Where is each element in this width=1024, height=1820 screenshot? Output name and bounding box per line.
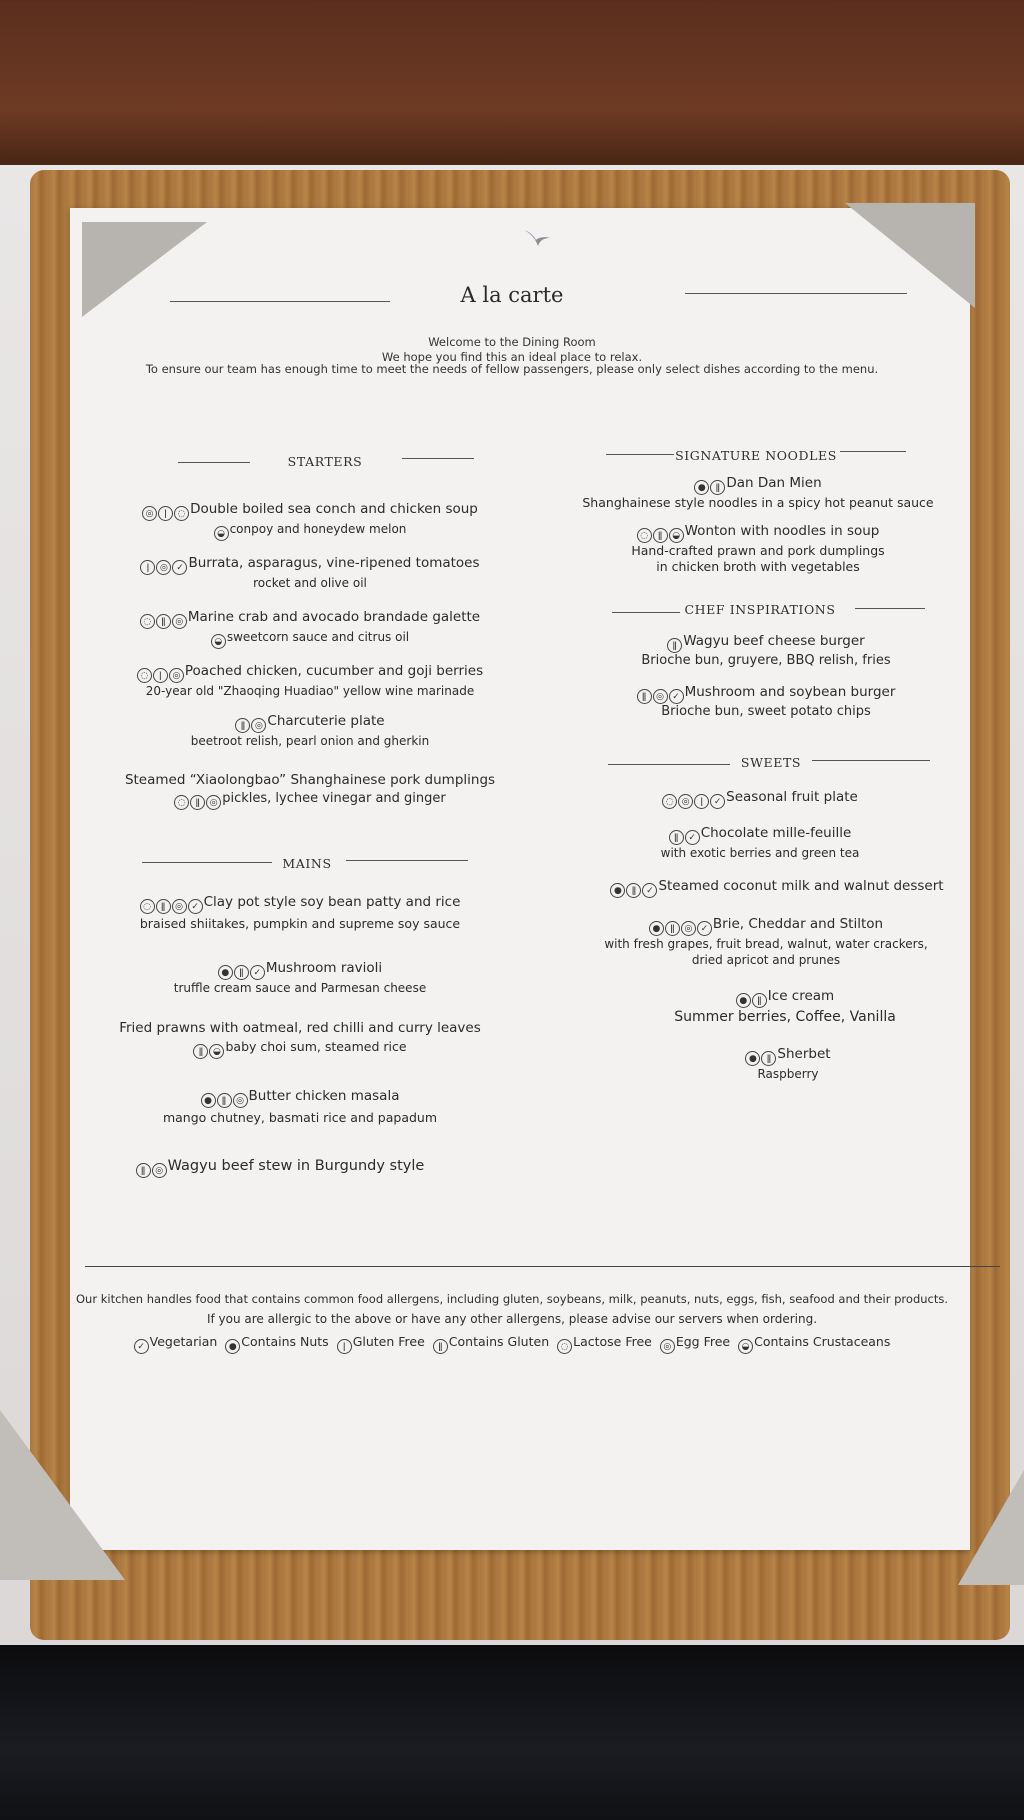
contains-crustaceans-icon: ◒ (211, 634, 226, 649)
main-item (50, 1019, 550, 1059)
contains-crustaceans-icon: ◒ (669, 528, 684, 543)
main-item (50, 1087, 550, 1128)
contains-gluten-icon: ǁ (136, 1163, 151, 1178)
egg-free-icon: ◎ (678, 794, 693, 809)
gluten-free-icon: ǀ (694, 794, 709, 809)
mains-rule-left (142, 862, 272, 863)
legend-vegetarian: ✓ Vegetarian (134, 1334, 218, 1354)
starter-item (60, 771, 560, 810)
lactose-free-icon: ◌ (662, 794, 677, 809)
starter-item-desc: ◌ ǁ ◎ pickles, lychee vinegar and ginger (60, 789, 560, 810)
starter-item-name: ◎ ǀ ◌ Double boiled sea conch and chicken soup (60, 500, 560, 521)
noodle-item-desc-2: in chicken broth with vegetables (656, 559, 860, 574)
gluten-free-icon: ǀ (158, 506, 173, 521)
chef-item-name: ǁ ◎ ✓ Mushroom and soybean burger (516, 683, 1016, 704)
sweet-item-name: ◌ ◎ ǀ ✓ Seasonal fruit plate (510, 788, 1010, 809)
contains-crustaceans-icon: ◒ (209, 1044, 224, 1059)
contains-nuts-icon: ● (610, 883, 625, 898)
mains-heading: MAINS (282, 856, 332, 871)
main-item-desc: truffle cream sauce and Parmesan cheese (173, 981, 427, 995)
starter-item-desc: ◒ sweetcorn sauce and citrus oil (60, 629, 560, 649)
sweet-item-desc: Summer berries, Coffee, Vanilla (674, 1009, 896, 1025)
lactose-free-icon: ◌ (557, 1339, 572, 1354)
sweets-heading: SWEETS (740, 755, 802, 770)
vegetarian-icon: ✓ (710, 794, 725, 809)
egg-free-icon: ◎ (251, 718, 266, 733)
vegetarian-icon: ✓ (669, 689, 684, 704)
intro-line-3: To ensure our team has enough time to meet the needs of fellow passengers, please only select dishes according to the menu. (145, 362, 879, 376)
chef-item-desc: Brioche bun, sweet potato chips (661, 704, 871, 719)
starter-item-desc: 20-year old "Zhaoqing Huadiao" yellow wine marinade (145, 684, 475, 698)
sweet-item-name: ● ǁ Sherbet (538, 1045, 1024, 1066)
contains-gluten-icon: ǁ (193, 1044, 208, 1059)
egg-free-icon: ◎ (156, 560, 171, 575)
contains-gluten-icon: ǁ (653, 528, 668, 543)
egg-free-icon: ◎ (653, 689, 668, 704)
footer-rule (85, 1266, 1000, 1267)
starter-item-desc: rocket and olive oil (253, 576, 367, 590)
sweet-item-desc-2: dried apricot and prunes (691, 953, 841, 967)
starter-item-name: ◌ ǁ ◎ Marine crab and avocado brandade galette (60, 608, 560, 629)
lactose-free-icon: ◌ (140, 899, 155, 914)
egg-free-icon: ◎ (172, 899, 187, 914)
chef-rule-left (612, 612, 680, 613)
airline-logo-icon (522, 228, 552, 248)
contains-gluten-icon: ǁ (669, 830, 684, 845)
main-item-name: Fried prawns with oatmeal, red chilli and curry leaves (119, 1020, 481, 1036)
legend-gluten-free: ǀ Gluten Free (337, 1334, 425, 1354)
sweet-item-name: ● ǁ Ice cream (535, 987, 1024, 1008)
vegetarian-icon: ✓ (172, 560, 187, 575)
sweet-item-name: ● ǁ ◎ ✓ Brie, Cheddar and Stilton (516, 915, 1016, 936)
sweet-item (516, 915, 1016, 968)
sweet-item-desc: with exotic berries and green tea (660, 846, 860, 860)
contains-crustaceans-icon: ◒ (214, 526, 229, 541)
contains-gluten-icon: ǁ (433, 1339, 448, 1354)
intro-line-2: We hope you find this an ideal place to relax. (381, 350, 643, 364)
starter-item-desc: beetroot relish, pearl onion and gherkin (190, 734, 430, 748)
contains-gluten-icon: ǁ (626, 883, 641, 898)
contains-nuts-icon: ● (649, 921, 664, 936)
contains-gluten-icon: ǁ (752, 993, 767, 1008)
egg-free-icon: ◎ (142, 506, 157, 521)
main-item-desc: ǁ ◒ baby choi sum, steamed rice (50, 1037, 550, 1059)
noodles-rule-left (606, 454, 674, 455)
contains-nuts-icon: ● (201, 1093, 216, 1108)
gluten-free-icon: ǀ (153, 668, 168, 683)
allergen-notice-line-1: Our kitchen handles food that contains common food allergens, including gluten, soybeans, milk, peanuts, nuts, eggs, fish, seafood and their products. (75, 1292, 949, 1306)
contains-gluten-icon: ǁ (667, 638, 682, 653)
starter-item-name: ǁ ◎ Charcuterie plate (60, 712, 560, 733)
sweets-rule-left (608, 764, 730, 765)
starter-item-name: ◌ ǀ ◎ Poached chicken, cucumber and goji berries (60, 662, 560, 683)
main-item-name: ǁ ◎ Wagyu beef stew in Burgundy style (30, 1157, 530, 1178)
main-item-desc: mango chutney, basmati rice and papadum (162, 1110, 438, 1125)
noodles-rule-right (840, 451, 906, 452)
egg-free-icon: ◎ (681, 921, 696, 936)
starter-item-name: ǀ ◎ ✓ Burrata, asparagus, vine-ripened tomatoes (60, 554, 560, 575)
contains-nuts-icon: ● (218, 965, 233, 980)
starter-item-name: Steamed “Xiaolongbao” Shanghainese pork dumplings (124, 772, 496, 788)
main-item-name: ● ǁ ✓ Mushroom ravioli (50, 959, 550, 980)
starter-item (60, 662, 560, 699)
contains-crustaceans-icon: ◒ (738, 1339, 753, 1354)
contains-gluten-icon: ǁ (637, 689, 652, 704)
vegetarian-icon: ✓ (250, 965, 265, 980)
chef-heading: CHEF INSPIRATIONS (684, 602, 836, 617)
legend-contains-gluten: ǁ Contains Gluten (433, 1334, 549, 1354)
vegetarian-icon: ✓ (697, 921, 712, 936)
contains-gluten-icon: ǁ (665, 921, 680, 936)
egg-free-icon: ◎ (169, 668, 184, 683)
egg-free-icon: ◎ (152, 1163, 167, 1178)
contains-nuts-icon: ● (225, 1339, 240, 1354)
allergen-notice-line-2: If you are allergic to the above or have any other allergens, please advise our servers when ordering. (206, 1312, 818, 1326)
title-rule-right (685, 293, 907, 294)
vegetarian-icon: ✓ (642, 883, 657, 898)
contains-gluten-icon: ǁ (234, 965, 249, 980)
noodle-item-desc: Hand-crafted prawn and pork dumplings (631, 543, 885, 558)
contains-gluten-icon: ǁ (156, 899, 171, 914)
sweet-item (527, 877, 1024, 898)
egg-free-icon: ◎ (172, 614, 187, 629)
intro-line-1: Welcome to the Dining Room (428, 335, 596, 349)
contains-gluten-icon: ǁ (235, 718, 250, 733)
contains-gluten-icon: ǁ (761, 1051, 776, 1066)
main-item-name: ◌ ǁ ◎ ✓ Clay pot style soy bean patty and rice (50, 893, 550, 914)
sweet-item (510, 824, 1010, 861)
starters-rule-right (402, 458, 474, 459)
contains-gluten-icon: ǁ (156, 614, 171, 629)
contains-gluten-icon: ǁ (190, 795, 205, 810)
sweet-item (535, 987, 1024, 1026)
mains-rule-right (346, 860, 468, 861)
noodle-item-name: ● ǁ Dan Dan Mien (508, 474, 1008, 495)
egg-free-icon: ◎ (660, 1339, 675, 1354)
main-item-name: ● ǁ ◎ Butter chicken masala (50, 1087, 550, 1108)
floor (0, 1645, 1024, 1820)
sweet-item-desc: Raspberry (757, 1067, 819, 1081)
menu-title: A la carte (460, 283, 564, 307)
legend-contains-crustaceans: ◒ Contains Crustaceans (738, 1334, 890, 1354)
contains-gluten-icon: ǁ (710, 480, 725, 495)
contains-nuts-icon: ● (745, 1051, 760, 1066)
chef-item (516, 683, 1016, 720)
noodle-item-name: ◌ ǁ ◒ Wonton with noodles in soup (508, 522, 1008, 543)
noodles-heading: SIGNATURE NOODLES (675, 448, 837, 463)
sweets-rule-right (812, 760, 930, 761)
main-item (30, 1157, 530, 1178)
vegetarian-icon: ✓ (685, 830, 700, 845)
corner-holder-bottom-right (958, 1470, 1024, 1585)
sweet-item (510, 788, 1010, 809)
starters-heading: STARTERS (287, 454, 363, 469)
chef-item (516, 632, 1016, 669)
lactose-free-icon: ◌ (137, 668, 152, 683)
corner-holder-bottom-left (0, 1410, 125, 1580)
vegetarian-icon: ✓ (134, 1339, 149, 1354)
lactose-free-icon: ◌ (174, 506, 189, 521)
legend-egg-free: ◎ Egg Free (660, 1334, 730, 1354)
sweet-item-desc: with fresh grapes, fruit bread, walnut, water crackers, (604, 937, 928, 951)
legend-contains-nuts: ● Contains Nuts (225, 1334, 328, 1354)
chef-item-name: ǁ Wagyu beef cheese burger (516, 632, 1016, 653)
starters-rule-left (178, 462, 250, 463)
main-item-desc: braised shiitakes, pumpkin and supreme soy sauce (139, 916, 461, 931)
chef-item-desc: Brioche bun, gruyere, BBQ relish, fries (641, 653, 891, 668)
icon-legend (0, 1334, 1024, 1354)
starter-item (60, 554, 560, 591)
sweet-item (538, 1045, 1024, 1082)
lactose-free-icon: ◌ (174, 795, 189, 810)
noodle-item-desc: Shanghainese style noodles in a spicy hot peanut sauce (582, 495, 934, 510)
starter-item-desc: ◒ conpoy and honeydew melon (60, 521, 560, 541)
contains-gluten-icon: ǁ (217, 1093, 232, 1108)
noodle-item (508, 522, 1008, 575)
starter-item (60, 712, 560, 749)
main-item (50, 959, 550, 996)
sweet-item-name: ● ǁ ✓ Steamed coconut milk and walnut dessert (527, 877, 1024, 898)
chef-rule-right (855, 608, 925, 609)
gluten-free-icon: ǀ (337, 1339, 352, 1354)
lactose-free-icon: ◌ (637, 528, 652, 543)
main-item (50, 893, 550, 934)
contains-nuts-icon: ● (736, 993, 751, 1008)
sweet-item-name: ǁ ✓ Chocolate mille-feuille (510, 824, 1010, 845)
egg-free-icon: ◎ (233, 1093, 248, 1108)
noodle-item (508, 474, 1008, 511)
contains-nuts-icon: ● (694, 480, 709, 495)
gluten-free-icon: ǀ (140, 560, 155, 575)
lactose-free-icon: ◌ (140, 614, 155, 629)
starter-item (60, 608, 560, 649)
legend-lactose-free: ◌ Lactose Free (557, 1334, 652, 1354)
vegetarian-icon: ✓ (188, 899, 203, 914)
egg-free-icon: ◎ (206, 795, 221, 810)
starter-item (60, 500, 560, 541)
